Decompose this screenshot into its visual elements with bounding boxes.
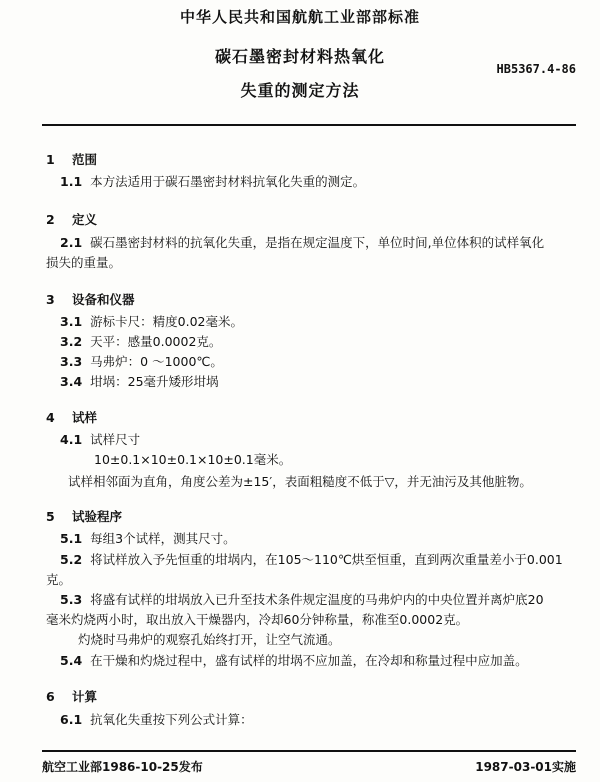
clause-number: 5.4	[60, 653, 83, 668]
clause-number: 3.4	[60, 374, 83, 389]
section-number: 2	[46, 212, 55, 227]
doc-title-line2: 失重的测定方法	[240, 81, 360, 100]
doc-title-line1: 碳石墨密封材料热氧化	[214, 47, 385, 66]
specimen-note: 试样相邻面为直角，角度公差为±15′，表面粗糙度不低于▽，并无油污及其他脏物。	[68, 474, 532, 489]
section-number: 6	[46, 689, 55, 704]
clause-number: 5.3	[60, 592, 83, 607]
clause-3-1	[60, 312, 243, 332]
clause-5-1	[60, 529, 236, 549]
clause-5-2	[60, 550, 563, 570]
section-number: 3	[46, 292, 55, 307]
clause-5-3	[60, 590, 544, 610]
clause-number: 3.2	[60, 334, 83, 349]
effective-date: 1987-03-01实施	[475, 760, 576, 774]
clause-number: 1.1	[60, 174, 83, 189]
clause-number: 6.1	[60, 712, 83, 727]
section-title: 设备和仪器	[72, 292, 135, 307]
clause-number: 2.1	[60, 235, 83, 250]
section-4-heading	[46, 408, 97, 426]
clause-3-4	[60, 372, 219, 392]
section-6-heading	[46, 687, 97, 705]
clause-text: 游标卡尺：精度0.02毫米。	[90, 314, 243, 329]
clause-number: 5.1	[60, 531, 83, 546]
clause-4-1	[60, 430, 140, 450]
clause-3-2	[60, 332, 221, 352]
clause-5-3-cont: 毫米灼烧两小时，取出放入干燥器内，冷却60分钟称量，称准至0.0002克。	[46, 612, 469, 627]
section-number: 5	[46, 509, 55, 524]
specimen-dimensions: 10±0.1×10±0.1×10±0.1毫米。	[94, 452, 292, 467]
clause-text: 碳石墨密封材料的抗氧化失重，是指在规定温度下，单位时间,单位体积的试样氧化	[90, 235, 545, 250]
clause-5-4	[60, 651, 528, 671]
clause-number: 4.1	[60, 432, 83, 447]
clause-text: 在干燥和灼烧过程中，盛有试样的坩埚不应加盖，在冷却和称量过程中应加盖。	[90, 653, 528, 668]
section-2-heading	[46, 210, 97, 228]
clause-text: 将试样放入予先恒重的坩埚内，在105～110℃烘至恒重，直到两次重量差小于0.001	[90, 552, 563, 567]
section-title: 范围	[72, 152, 98, 167]
clause-text: 天平：感量0.0002克。	[90, 334, 222, 349]
clause-number: 3.3	[60, 354, 83, 369]
standard-code: HB5367.4-86	[496, 62, 576, 76]
clause-5-3-note: 灼烧时马弗炉的观察孔始终打开，让空气流通。	[78, 632, 341, 647]
section-title: 计算	[72, 689, 98, 704]
clause-text: 将盛有试样的坩埚放入已升至技术条件规定温度的马弗炉内的中央位置并离炉底20	[90, 592, 544, 607]
clause-2-1	[60, 233, 544, 253]
bottom-rule	[42, 750, 576, 752]
standard-title: 中华人民共和国航航工业部部标准	[179, 8, 420, 26]
section-title: 定义	[72, 212, 98, 227]
section-5-heading	[46, 507, 122, 525]
clause-2-1-cont: 损失的重量。	[46, 255, 122, 270]
clause-text: 试样尺寸	[90, 432, 141, 447]
clause-number: 3.1	[60, 314, 83, 329]
clause-1-1	[60, 172, 365, 192]
section-number: 1	[46, 152, 55, 167]
clause-text: 每组3个试样，测其尺寸。	[90, 531, 236, 546]
section-1-heading	[46, 150, 97, 168]
top-rule	[42, 124, 576, 126]
clause-text: 本方法适用于碳石墨密封材料抗氧化失重的测定。	[90, 174, 366, 189]
section-3-heading	[46, 290, 135, 308]
clause-text: 马弗炉：0 ～1000℃。	[90, 354, 223, 369]
issue-date: 航空工业部1986-10-25发布	[42, 760, 203, 774]
section-title: 试验程序	[72, 509, 123, 524]
clause-text: 抗氧化失重按下列公式计算：	[90, 712, 253, 727]
clause-3-3	[60, 352, 223, 372]
clause-5-2-cont: 克。	[46, 572, 72, 587]
clause-number: 5.2	[60, 552, 83, 567]
clause-text: 坩埚：25毫升矮形坩埚	[90, 374, 219, 389]
clause-6-1	[60, 710, 253, 730]
section-title: 试样	[72, 410, 98, 425]
section-number: 4	[46, 410, 55, 425]
